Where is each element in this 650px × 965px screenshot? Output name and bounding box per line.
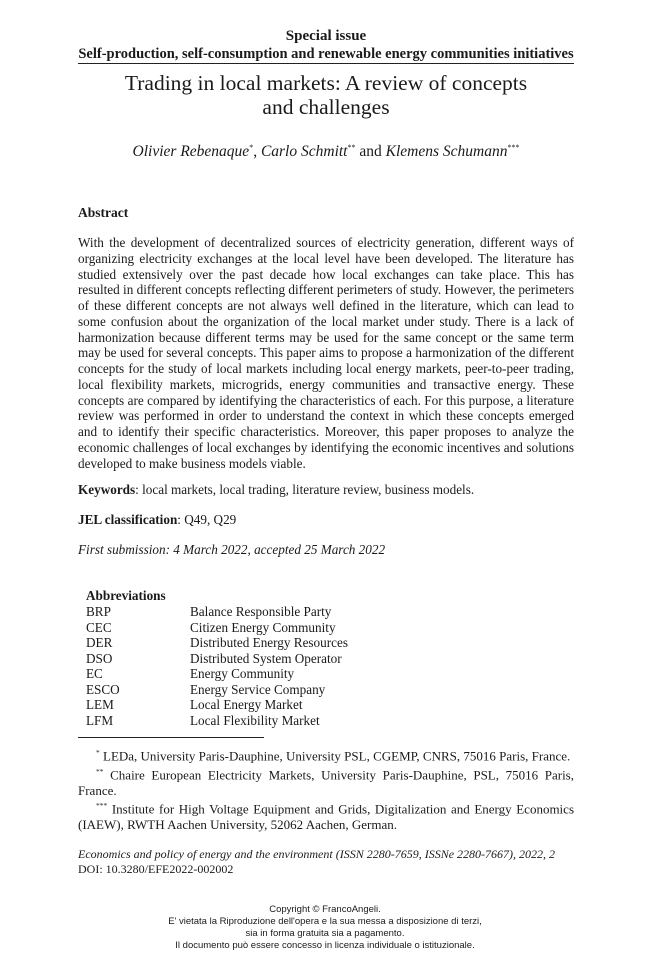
abbreviation-meaning: Energy Service Company <box>190 681 326 697</box>
keywords <box>78 482 574 498</box>
author-3: Klemens Schumann <box>385 143 508 161</box>
abbreviation-row <box>86 682 348 698</box>
author-separator: and <box>355 143 386 161</box>
author-2: Carlo Schmitt <box>260 143 348 161</box>
jel-label: JEL classification <box>78 512 178 527</box>
abbreviation-code: LEM <box>86 697 114 712</box>
abbreviations-table <box>86 588 348 728</box>
footnote-2 <box>78 764 574 798</box>
footnote-2-mark: ** <box>96 766 104 776</box>
abbreviation-row <box>86 697 348 713</box>
author-1: Olivier Rebenaque <box>132 143 250 161</box>
journal-info <box>78 847 574 877</box>
copyright-notice <box>100 904 550 952</box>
paper-title <box>78 71 574 119</box>
journal-doi: DOI: 10.3280/EFE2022-002002 <box>78 862 234 876</box>
footnote-rule <box>78 737 264 738</box>
abbreviation-row <box>86 635 348 651</box>
jel-codes: : Q49, Q29 <box>177 512 237 527</box>
author-3-mark: *** <box>507 143 520 152</box>
special-issue-title: Self-production, self-consumption and renewable energy communities initiatives <box>78 46 574 62</box>
abbreviation-meaning: Distributed Energy Resources <box>190 635 348 650</box>
abbreviation-meaning: Balance Responsible Party <box>190 604 332 619</box>
abbreviation-meaning: Distributed System Operator <box>190 650 342 666</box>
abbreviation-row <box>86 713 348 729</box>
abstract-heading: Abstract <box>78 205 129 220</box>
footnote-1-text: LEDa, University Paris-Dauphine, University PSL, CGEMP, CNRS, 75016 Paris, France. <box>99 748 571 764</box>
header-rule <box>78 63 574 64</box>
copyright-line: E' vietata la Riproduzione dell'opera e la sua messa a disposizione di terzi, <box>168 916 482 927</box>
abbreviation-code: CEC <box>86 619 112 635</box>
paper-title-line-1: Trading in local markets: A review of concepts <box>124 71 528 95</box>
abbreviation-meaning: Energy Community <box>190 666 295 681</box>
abbreviation-code: DSO <box>86 650 113 666</box>
submission-dates: First submission: 4 March 2022, accepted 25 March 2022 <box>78 542 386 557</box>
footnote-1-mark: * <box>96 748 100 757</box>
footnote-3-text: Institute for High Voltage Equipment and Grids, Digitalization and Energy Economics (IAEW), RWTH Aachen University, 52062 Aachen, German. <box>78 801 574 832</box>
footnote-3 <box>78 798 574 832</box>
copyright-line: Il documento può essere concesso in licenza individuale o istituzionale. <box>175 940 475 951</box>
abbreviation-row <box>86 651 348 667</box>
footnote-2-text: Chaire European Electricity Markets, University Paris-Dauphine, PSL, 75016 Paris, France. <box>78 767 574 798</box>
abbreviation-meaning: Local Flexibility Market <box>190 712 320 728</box>
keywords-text: : local markets, local trading, literature review, business models. <box>135 482 475 497</box>
abbreviations-heading: Abbreviations <box>86 588 166 603</box>
author-2-mark: ** <box>347 143 356 152</box>
paper-title-line-2: and challenges <box>262 95 390 119</box>
abbreviation-row <box>86 666 348 682</box>
abstract-text: With the development of decentralized sources of electricity generation, different ways of organizing electricity exchanges at the local level have been developed. The literature has studied extensively over the past decade how local exchanges can take place. This has resulted in different concepts reflecting different perimeters of study. However, the perimeters of these different concepts are not always well defined in the literature, which can lead to some confusion about the organization of the local market under study. There is a lack of harmonization because different terms may be used for the same concept or the same term may be used for several concepts. This paper aims to propose a harmonization of the different concepts for the study of local markets including local energy markets, peer-to-peer trading, local flexibility markets, microgrids, energy communities and transactive energy. These concepts are compared by identifying the characteristics of each. For this purpose, a literature review was performed in order to understand the context in which these concepts emerged and to identify their specific characteristics. Moreover, this paper proposes to analyze the economic challenges of local exchanges by identifying the economic incentives and solutions developed to make business models viable. <box>78 235 574 471</box>
abbreviation-row <box>86 604 348 620</box>
footnotes <box>78 745 574 832</box>
abbreviation-code: DER <box>86 635 113 650</box>
author-separator: , <box>253 143 261 161</box>
abbreviation-row <box>86 620 348 636</box>
footnote-1 <box>78 745 574 764</box>
abbreviation-code: LFM <box>86 712 114 728</box>
journal-citation-text: Economics and policy of energy and the environment (ISSN 2280-7659, ISSNe 2280-7667), 2022, 2 <box>78 847 556 861</box>
abbreviation-code: ESCO <box>86 681 120 697</box>
abbreviation-meaning: Local Energy Market <box>190 697 303 712</box>
abbreviation-code: BRP <box>86 604 111 619</box>
special-issue-header <box>78 28 574 64</box>
abbreviation-meaning: Citizen Energy Community <box>190 619 336 635</box>
author-list <box>78 143 574 161</box>
jel-classification <box>78 512 574 528</box>
journal-citation <box>78 847 574 862</box>
author-1-mark: * <box>249 143 254 152</box>
footnote-3-mark: *** <box>96 801 108 811</box>
copyright-line: Copyright © FrancoAngeli. <box>269 904 381 915</box>
abbreviation-code: EC <box>86 666 103 681</box>
special-issue-label: Special issue <box>285 28 367 44</box>
keywords-label: Keywords <box>78 482 136 497</box>
copyright-line: sia in forma gratuita sia a pagamento. <box>245 928 405 939</box>
